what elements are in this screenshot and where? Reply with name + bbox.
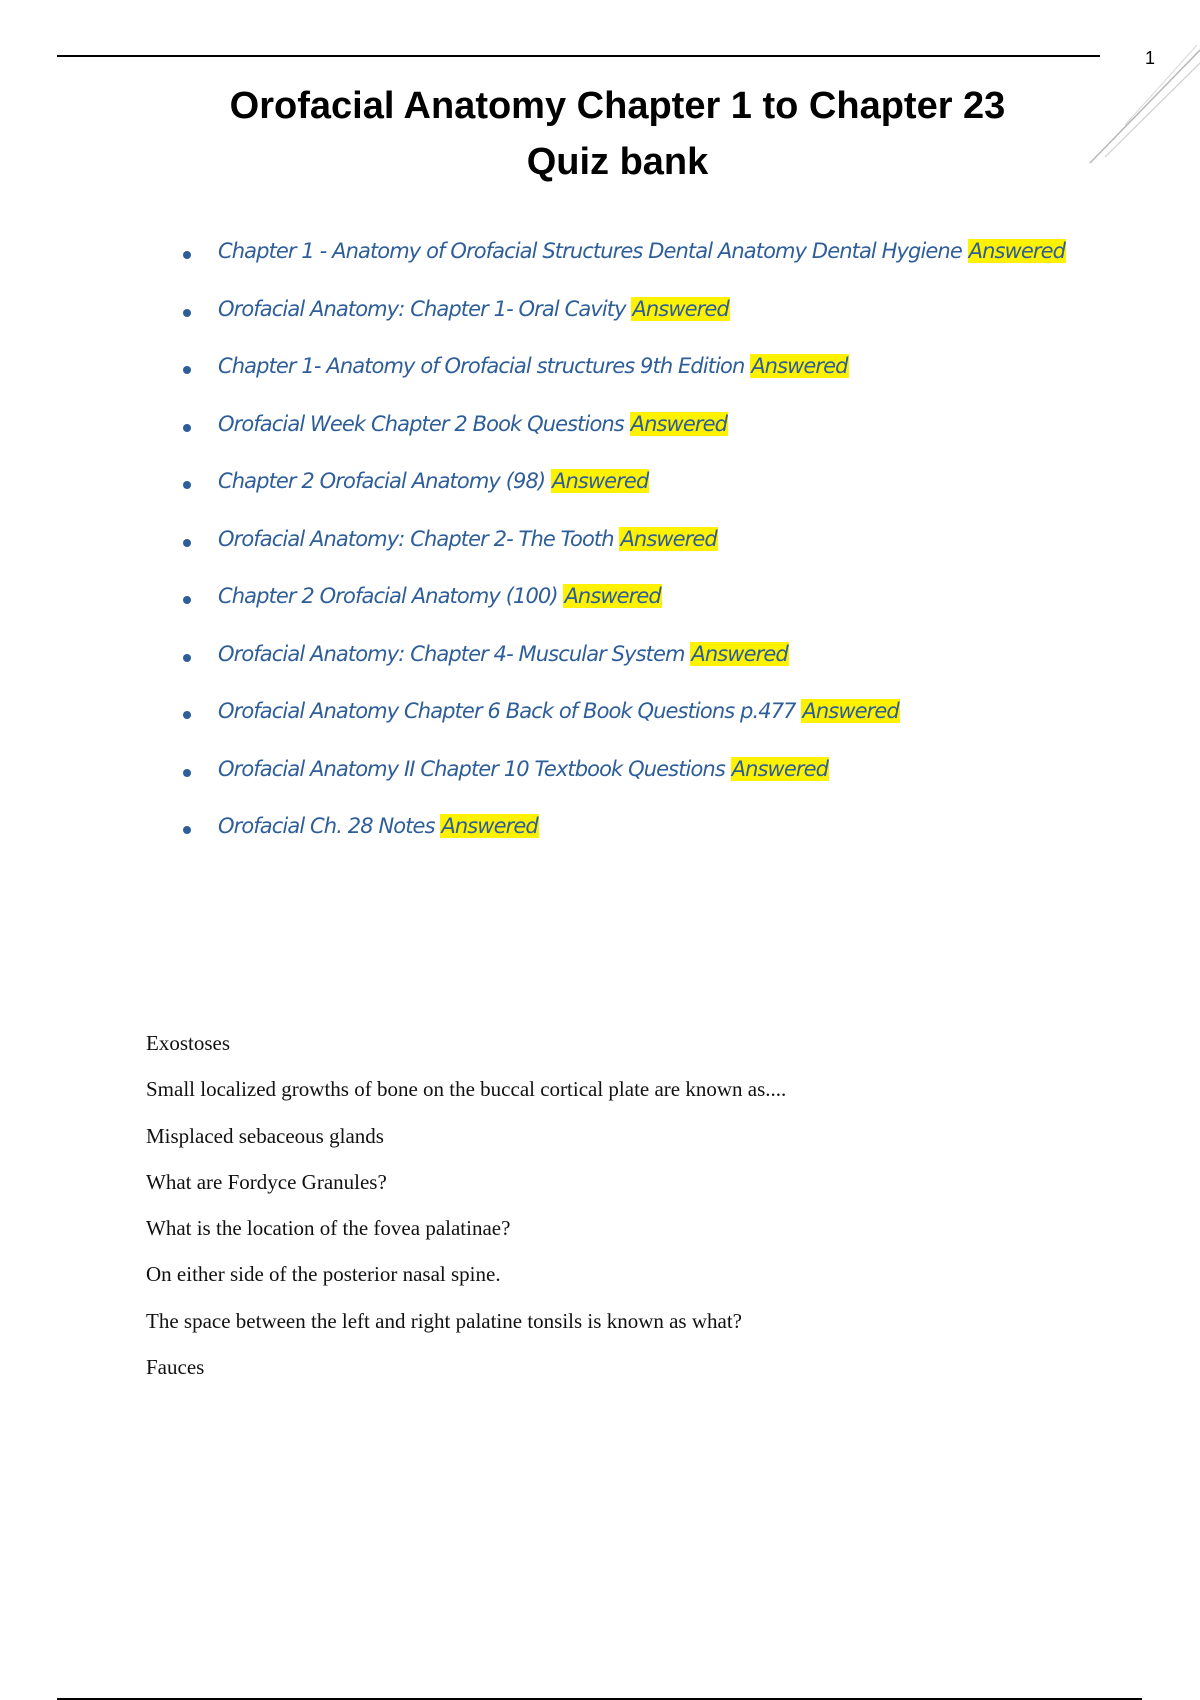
question-text: Small localized growths of bone on the buccal cortical plate are known as.... xyxy=(146,1077,787,1102)
list-item xyxy=(0,581,1200,639)
title-line-2: Quiz bank xyxy=(526,141,709,183)
question-text: What is the location of the fovea palatinae? xyxy=(146,1216,511,1241)
quiz-link[interactable] xyxy=(218,236,1066,266)
answered-badge: Answered xyxy=(630,411,728,436)
link-text: Chapter 1- Anatomy of Orofacial structures 9th Edition xyxy=(218,354,745,378)
quiz-link[interactable] xyxy=(218,524,718,554)
quiz-link[interactable] xyxy=(218,754,829,784)
answered-badge: Answered xyxy=(632,296,729,321)
bullet-icon xyxy=(183,769,191,777)
bullet-icon xyxy=(183,481,191,489)
quiz-link[interactable] xyxy=(218,811,539,841)
answered-badge: Answered xyxy=(691,641,788,666)
bullet-icon xyxy=(183,596,191,604)
answer-text: Misplaced sebaceous glands xyxy=(146,1123,384,1148)
list-item xyxy=(0,351,1200,409)
question-text: The space between the left and right palatine tonsils is known as what? xyxy=(146,1308,742,1333)
link-text: Orofacial Anatomy: Chapter 2- The Tooth xyxy=(218,526,614,551)
answered-badge: Answered xyxy=(802,699,899,723)
answered-badge: Answered xyxy=(968,239,1066,263)
link-text: Orofacial Anatomy: Chapter 1- Oral Cavity xyxy=(218,296,626,321)
bullet-icon xyxy=(183,654,191,662)
link-text: Chapter 2 Orofacial Anatomy (100) xyxy=(218,584,558,608)
quiz-link-list xyxy=(0,236,1200,869)
quiz-link[interactable] xyxy=(218,409,728,439)
answered-badge: Answered xyxy=(620,526,717,551)
bullet-icon xyxy=(183,251,191,259)
quiz-link[interactable] xyxy=(218,466,649,496)
link-text: Orofacial Ch. 28 Notes xyxy=(218,814,435,838)
bullet-icon xyxy=(183,424,191,432)
list-item xyxy=(0,639,1200,697)
list-item xyxy=(0,466,1200,524)
header-rule xyxy=(57,55,1100,57)
answered-badge: Answered xyxy=(731,756,829,781)
list-item xyxy=(0,236,1200,294)
bullet-icon xyxy=(183,309,191,317)
answered-badge: Answered xyxy=(751,354,848,378)
list-item xyxy=(0,294,1200,352)
page-number: 1 xyxy=(1144,48,1155,68)
document-title xyxy=(60,78,1175,190)
quiz-link[interactable] xyxy=(218,696,900,726)
quiz-link[interactable] xyxy=(218,294,730,324)
answer-text: On either side of the posterior nasal spine. xyxy=(146,1262,501,1287)
answered-badge: Answered xyxy=(551,469,649,493)
link-text: Orofacial Week Chapter 2 Book Questions xyxy=(218,411,624,436)
bullet-icon xyxy=(183,826,191,834)
bullet-icon xyxy=(183,539,191,547)
list-item xyxy=(0,754,1200,812)
list-item xyxy=(0,524,1200,582)
bullet-icon xyxy=(183,366,191,374)
link-text: Orofacial Anatomy Chapter 6 Back of Book Questions p.477 xyxy=(218,699,796,723)
answer-text: Fauces xyxy=(146,1355,205,1380)
link-text: Orofacial Anatomy: Chapter 4- Muscular System xyxy=(218,641,685,666)
list-item xyxy=(0,409,1200,467)
quiz-content xyxy=(146,1028,786,1398)
title-line-1: Orofacial Anatomy Chapter 1 to Chapter 23 xyxy=(229,85,1006,127)
quiz-link[interactable] xyxy=(218,639,789,669)
link-text: Orofacial Anatomy II Chapter 10 Textbook Questions xyxy=(218,756,725,781)
answered-badge: Answered xyxy=(564,584,661,608)
link-text: Chapter 1 - Anatomy of Orofacial Structures Dental Anatomy Dental Hygiene xyxy=(218,239,962,263)
quiz-link[interactable] xyxy=(218,581,662,611)
list-item xyxy=(0,811,1200,869)
answer-text: Exostoses xyxy=(146,1031,230,1055)
list-item xyxy=(0,696,1200,754)
bullet-icon xyxy=(183,711,191,719)
question-text: What are Fordyce Granules? xyxy=(146,1169,387,1194)
answered-badge: Answered xyxy=(441,814,538,838)
quiz-link[interactable] xyxy=(218,351,849,381)
link-text: Chapter 2 Orofacial Anatomy (98) xyxy=(218,469,546,493)
